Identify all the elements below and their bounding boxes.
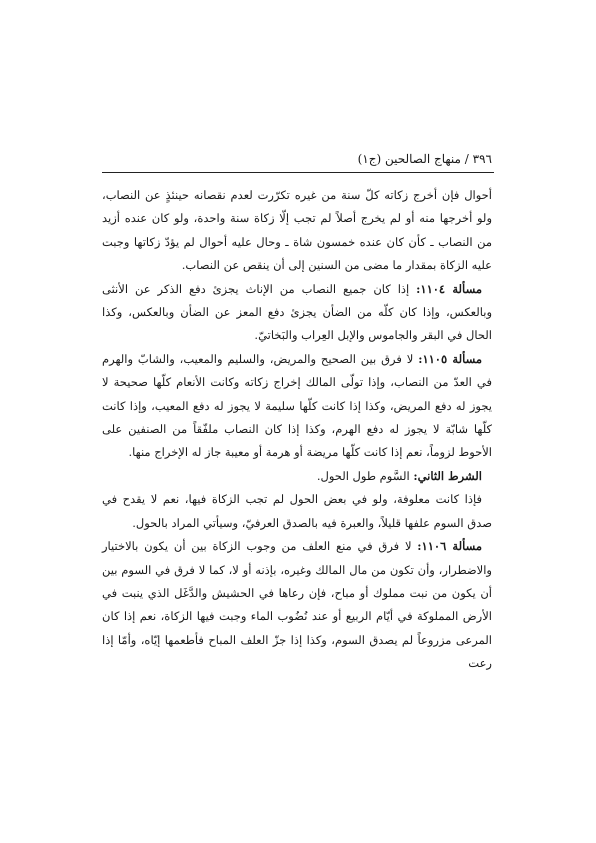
header-rule [102,172,494,173]
issue-label: مسألة ١١٠٥: [418,351,482,366]
issue-label: مسألة ١١٠٦: [417,539,482,554]
condition-label: الشرط الثاني: [413,468,482,483]
paragraph [102,348,492,465]
paragraph-text: فإذا كانت معلوفة، ولو في بعض الحول لم تجب الزكاة فيها، نعم لا يقدح في صدق السوم علفها قليلاً، والعبرة فيه بالصدق العرفيّ، وسيأتي المراد بالحول. [102,492,492,530]
paragraph [102,488,492,535]
paragraph-text: أحوال فإن أخرج زكاته كلّ سنة من غيره تكرّرت لعدم نقصانه حينئذٍ عن النصاب، ولو أخرجها منه أو لم يخرج أصلاً لم تجب إلّا زكاة سنة واحدة، ولو كان عنده أزيد من النصاب ـ كأن كان عنده خمسون شاة ـ وحال عليه أحوال لم يؤدّ زكاتها وجبت عليه الزكاة بمقدار ما مضى من السنين إلى أن ينقص عن النصاب. [102,188,492,273]
paragraph-text: لا فرق في منع العلف من وجوب الزكاة بين أن يكون بالاختيار والاضطرار، وأن تكون من مال المالك وغيره، بإذنه أو لا، كما لا فرق في السوم بين أن يكون من نبت مملوك أو مباح، فإن رعاها في الحشيش والدَّغَل الذي ينبت في الأرض المملوكة في أيّام الربيع أو عند نُضُوب الماء وجبت فيها الزكاة، نعم إذا كان المرعى مزروعاً لم يصدق السوم، وكذا إذا جزّ العلف المباح فأطعمها إيّاه، وأمّا إذا رعت [102,539,492,671]
paragraph-text: لا فرق بين الصحيح والمريض، والسليم والمعيب، والشابّ والهرم في العدّ من النصاب، وإذا تولّى المالك إخراج زكاته وكانت الأنعام كلّها صحيحة لا يجوز له دفع المريض، وكذا إذا كانت كلّها سليمة لا يجوز له دفع المعيب، وإذا كانت كلّها شابّة لا يجوز له دفع الهرم، وكذا إذا كان النصاب ملفّقاً من الصنفين على الأحوط لزوماً، نعم إذا كانت كلّها مريضة أو هرمة أو معيبة جاز له الإخراج منها. [102,351,492,460]
paragraph [102,535,492,675]
paragraph [102,465,492,488]
paragraph-text: السَّوم طول الحول. [316,468,414,483]
body-text [102,184,492,676]
paragraph [102,184,492,278]
paragraph [102,278,492,348]
issue-label: مسألة ١١٠٤: [416,281,482,296]
running-header: ٣٩٦ / منهاج الصالحين (ج١) [357,152,492,166]
paragraph-text: إذا كان جميع النصاب من الإناث يجزئ دفع الذكر عن الأنثى وبالعكس، وإذا كان كلّه من الضأن يجزئ دفع المعز عن الضأن وبالعكس، وكذا الحال في البقر والجاموس والإبل العِراب والبَخاتيّ. [102,281,492,343]
